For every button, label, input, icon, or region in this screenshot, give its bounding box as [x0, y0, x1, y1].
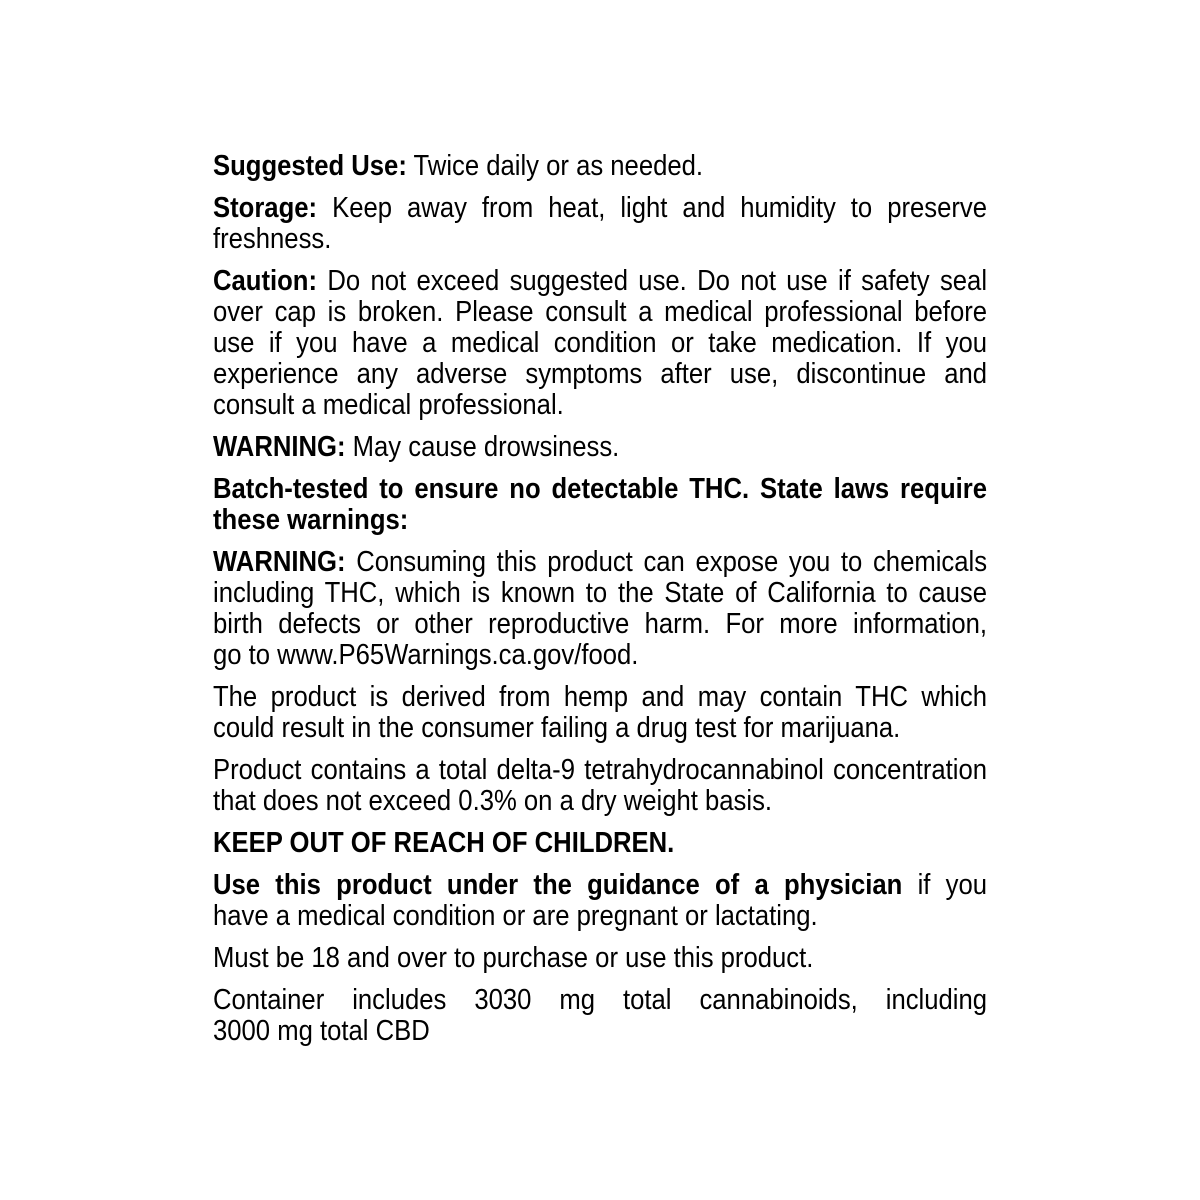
- bold-text-run: Caution:: [213, 265, 318, 297]
- paragraph: [213, 266, 987, 421]
- paragraph: [213, 755, 987, 817]
- text-line: [213, 359, 987, 390]
- text-line: [213, 985, 987, 1016]
- text-line: [213, 193, 987, 224]
- bold-text-run: Batch-tested to ensure no detectable THC. State laws require: [213, 473, 988, 505]
- paragraph: [213, 432, 987, 463]
- text-line: [213, 474, 987, 505]
- text-line: [213, 224, 987, 255]
- text-line: [213, 505, 987, 536]
- text-run: Twice daily or as needed.: [406, 150, 704, 182]
- bold-text-run: these warnings:: [213, 504, 409, 536]
- text-run: The product is derived from hemp and may contain THC which: [213, 681, 988, 713]
- text-run: if you: [902, 869, 988, 901]
- paragraph: [213, 682, 987, 744]
- text-line: [213, 297, 987, 328]
- paragraph: [213, 870, 987, 932]
- text-line: [213, 328, 987, 359]
- paragraph: [213, 193, 987, 255]
- text-run: experience any adverse symptoms after use, discontinue and: [213, 358, 988, 390]
- text-line: [213, 640, 987, 671]
- text-run: freshness.: [213, 223, 332, 255]
- text-line: [213, 786, 987, 817]
- text-run: May cause drowsiness.: [345, 431, 620, 463]
- paragraph: [213, 828, 987, 859]
- paragraph: [213, 151, 987, 182]
- text-run: Product contains a total delta-9 tetrahydrocannabinol concentration: [213, 754, 988, 786]
- bold-text-run: Storage:: [213, 192, 318, 224]
- text-line: [213, 755, 987, 786]
- text-run: have a medical condition or are pregnant or lactating.: [213, 900, 818, 932]
- bold-text-run: Use this product under the guidance of a physician: [213, 869, 903, 901]
- text-run: Do not exceed suggested use. Do not use if safety seal: [317, 265, 988, 297]
- label-document: [213, 151, 987, 1047]
- text-line: [213, 713, 987, 744]
- text-run: Must be 18 and over to purchase or use this product.: [213, 942, 814, 974]
- text-run: birth defects or other reproductive harm. For more information,: [213, 608, 988, 640]
- bold-text-run: Suggested Use:: [213, 150, 407, 182]
- bold-text-run: WARNING:: [213, 546, 346, 578]
- text-line: [213, 390, 987, 421]
- text-line: [213, 1016, 987, 1047]
- text-line: [213, 682, 987, 713]
- paragraph: [213, 547, 987, 671]
- text-run: including THC, which is known to the State of California to cause: [213, 577, 988, 609]
- text-line: [213, 266, 987, 297]
- text-run: use if you have a medical condition or take medication. If you: [213, 327, 988, 359]
- paragraph: [213, 474, 987, 536]
- text-line: [213, 547, 987, 578]
- text-line: [213, 870, 987, 901]
- text-run: consult a medical professional.: [213, 389, 564, 421]
- text-line: [213, 432, 987, 463]
- text-line: [213, 828, 987, 859]
- text-run: that does not exceed 0.3% on a dry weight basis.: [213, 785, 773, 817]
- paragraph: [213, 985, 987, 1047]
- text-run: Container includes 3030 mg total cannabinoids, including: [213, 984, 988, 1016]
- text-line: [213, 578, 987, 609]
- bold-text-run: WARNING:: [213, 431, 346, 463]
- text-run: go to www.P65Warnings.ca.gov/food.: [213, 639, 639, 671]
- text-line: [213, 151, 987, 182]
- text-line: [213, 901, 987, 932]
- bold-text-run: KEEP OUT OF REACH OF CHILDREN.: [213, 827, 675, 859]
- text-line: [213, 943, 987, 974]
- text-run: Consuming this product can expose you to chemicals: [345, 546, 988, 578]
- text-run: Keep away from heat, light and humidity to preserve: [317, 192, 988, 224]
- paragraph: [213, 943, 987, 974]
- text-run: could result in the consumer failing a drug test for marijuana.: [213, 712, 901, 744]
- text-line: [213, 609, 987, 640]
- text-run: over cap is broken. Please consult a medical professional before: [213, 296, 988, 328]
- text-run: 3000 mg total CBD: [213, 1015, 430, 1047]
